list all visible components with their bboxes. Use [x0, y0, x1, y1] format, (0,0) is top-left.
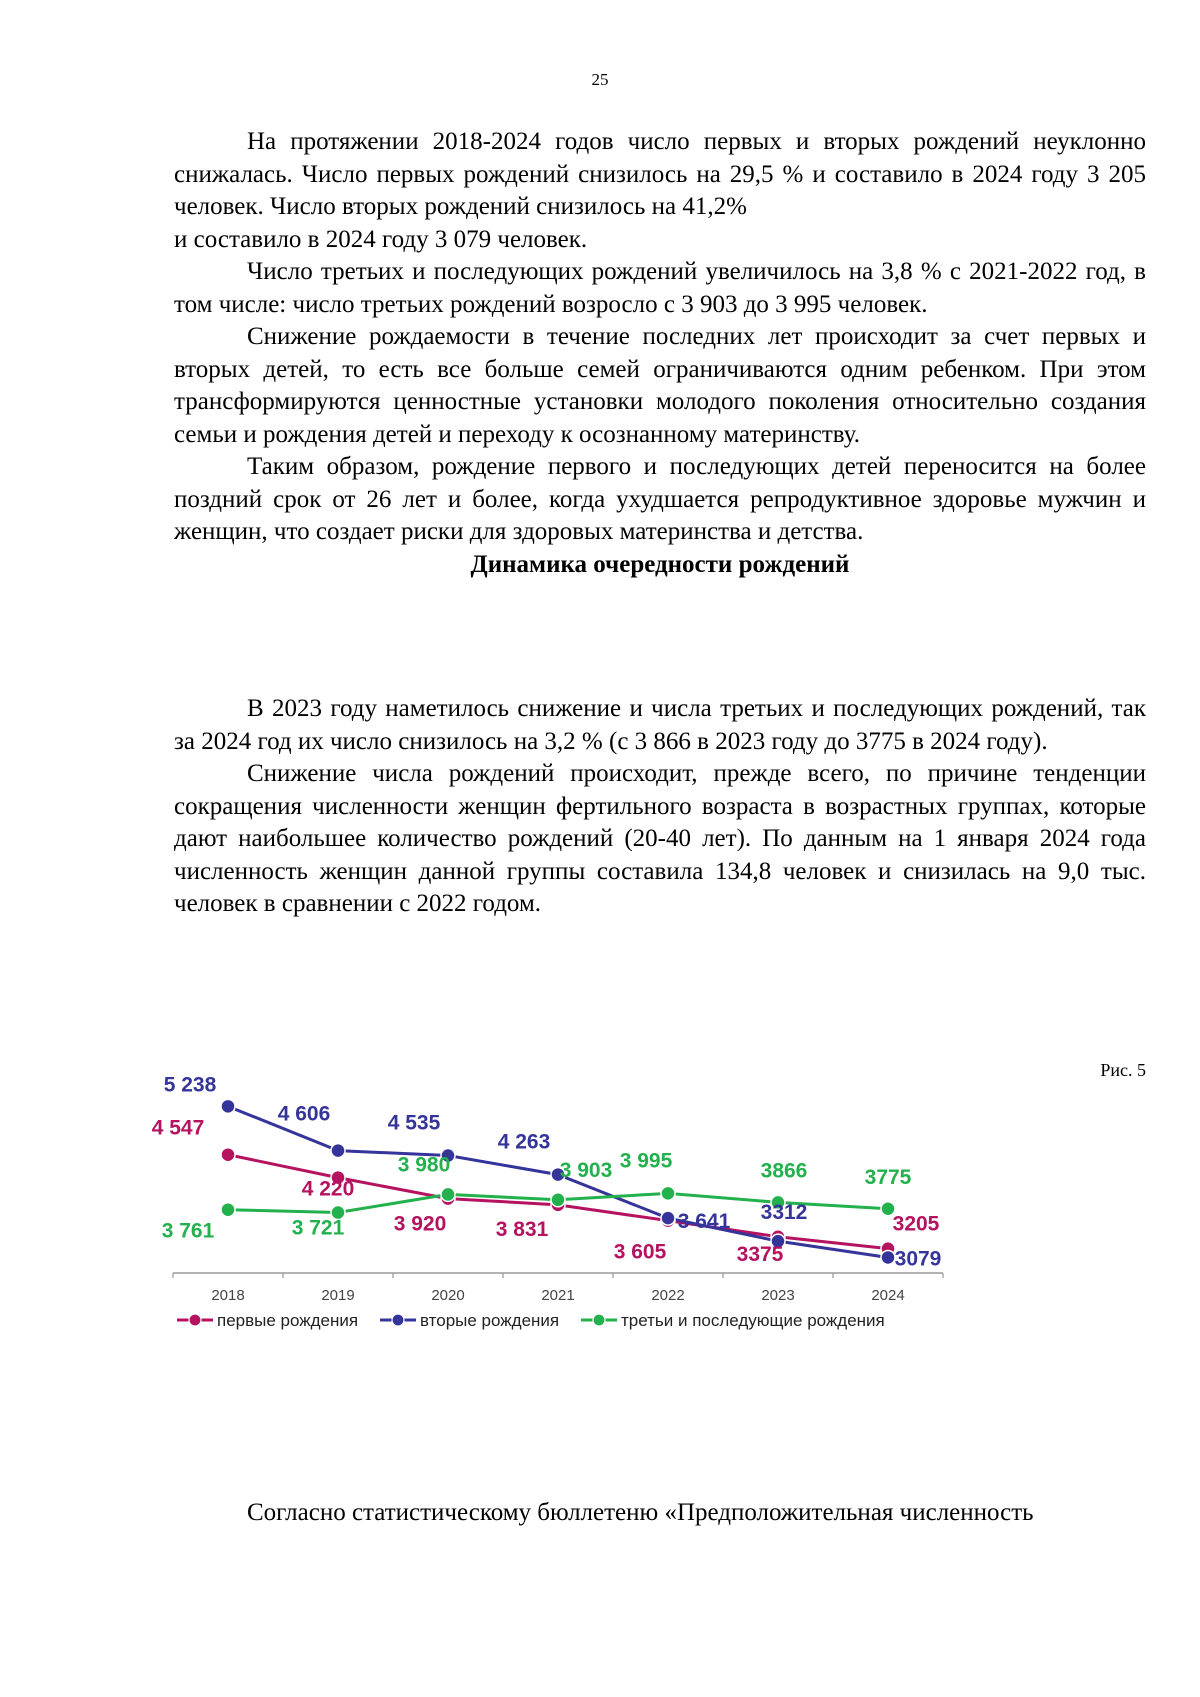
x-tick-label: 2023	[761, 1287, 795, 1304]
text-block-1	[174, 126, 1146, 581]
paragraph-1-continued: и составило в 2024 году 3 079 человек.	[174, 225, 588, 253]
paragraph-6: Снижение числа рождений происходит, прежде всего, по причине тенденции сокращения численности женщин фертильного возраста в возрастных группах, которые дают наибольшее количество рождений (20-40 лет). По данным на 1 января 2024 года численность женщин данной группы составила 134,8 человек и снизилась на 9,0 тыс. человек в сравнении с 2022 годом.	[174, 760, 1146, 917]
data-label: 3 721	[291, 1216, 345, 1240]
x-tick-label: 2019	[321, 1287, 355, 1304]
data-label: 3 920	[393, 1212, 447, 1236]
x-tick-label: 2024	[871, 1287, 905, 1304]
data-label: 3375	[736, 1242, 784, 1266]
figure-label: Рис. 5	[1100, 1060, 1146, 1080]
data-point	[331, 1144, 345, 1158]
data-point	[221, 1203, 235, 1217]
data-label: 3866	[760, 1159, 808, 1183]
x-tick-label: 2020	[431, 1287, 465, 1304]
section-heading: Динамика очередности рождений	[470, 550, 850, 578]
paragraph-3: Снижение рождаемости в течение последних лет происходит за счет первых и вторых детей, то есть все больше семей ограничиваются одним ребенком. При этом трансформируются ценностные установки молодого поколения относительно создания семьи и рождения детей и переходу к осознанному материнству.	[174, 323, 1146, 448]
legend-marker	[593, 1314, 605, 1326]
paragraph-5: В 2023 году наметилось снижение и числа третьих и последующих рождений, так за 2024 год их число снизилось на 3,2 % (с 3 866 в 2023 году до 3775 в 2024 году).	[174, 695, 1146, 755]
data-label: 3205	[892, 1212, 940, 1236]
data-label: 3 831	[495, 1217, 549, 1241]
x-tick-label: 2018	[211, 1287, 245, 1304]
x-tick-label: 2022	[651, 1287, 685, 1304]
page-number: 25	[591, 70, 609, 89]
data-point	[221, 1099, 235, 1113]
paragraph-4: Таким образом, рождение первого и последующих детей переносится на более поздний срок от 26 лет и более, когда ухудшается репродуктивное здоровье мужчин и женщин, что создает риски для здоровых материнства и детства.	[174, 453, 1146, 545]
data-label: 4 263	[497, 1130, 551, 1154]
data-label: 3 980	[397, 1153, 451, 1177]
data-label: 3 641	[677, 1210, 731, 1234]
data-label: 5 238	[163, 1073, 217, 1097]
data-point	[661, 1186, 675, 1200]
data-label: 3 761	[161, 1219, 215, 1243]
data-point	[441, 1187, 455, 1201]
data-point	[661, 1211, 675, 1225]
paragraph-1: На протяжении 2018-2024 годов число первых и вторых рождений неуклонно снижалась. Число первых рождений снизилось на 29,5 % и составило в 2024 году 3 205 человек. Число вторых рождений снизилось на 41,2%	[174, 128, 1146, 220]
data-point	[551, 1193, 565, 1207]
data-label: 4 547	[151, 1116, 205, 1140]
legend-marker	[392, 1314, 404, 1326]
x-tick-label: 2021	[541, 1287, 575, 1304]
births-order-line-chart	[151, 1073, 1040, 1470]
data-label: 4 535	[387, 1111, 441, 1135]
bottom-paragraph: Согласно статистическому бюллетеню «Предположительная численность	[247, 1499, 1034, 1526]
x-axis	[173, 1273, 943, 1304]
legend-label: первые рождения	[217, 1311, 359, 1330]
data-label: 3312	[760, 1201, 808, 1225]
paragraph-2: Число третьих и последующих рождений увеличилось на 3,8 % с 2021-2022 год, в том числе: число третьих рождений возросло с 3 903 до 3 995 человек.	[174, 258, 1146, 318]
data-label: 4 606	[277, 1102, 331, 1126]
data-label: 3 605	[613, 1240, 667, 1264]
text-block-2	[174, 693, 1146, 921]
chart-legend	[177, 1311, 885, 1330]
legend-marker	[189, 1314, 201, 1326]
data-label: 3 903	[559, 1158, 613, 1182]
data-label: 3775	[864, 1165, 912, 1189]
data-point	[221, 1148, 235, 1162]
legend-label: третьи и последующие рождения	[621, 1311, 885, 1330]
data-label: 3 995	[619, 1149, 673, 1173]
data-label: 3079	[894, 1247, 942, 1271]
legend-label: вторые рождения	[420, 1311, 560, 1330]
data-label: 4 220	[301, 1177, 355, 1201]
data-point	[881, 1250, 895, 1264]
